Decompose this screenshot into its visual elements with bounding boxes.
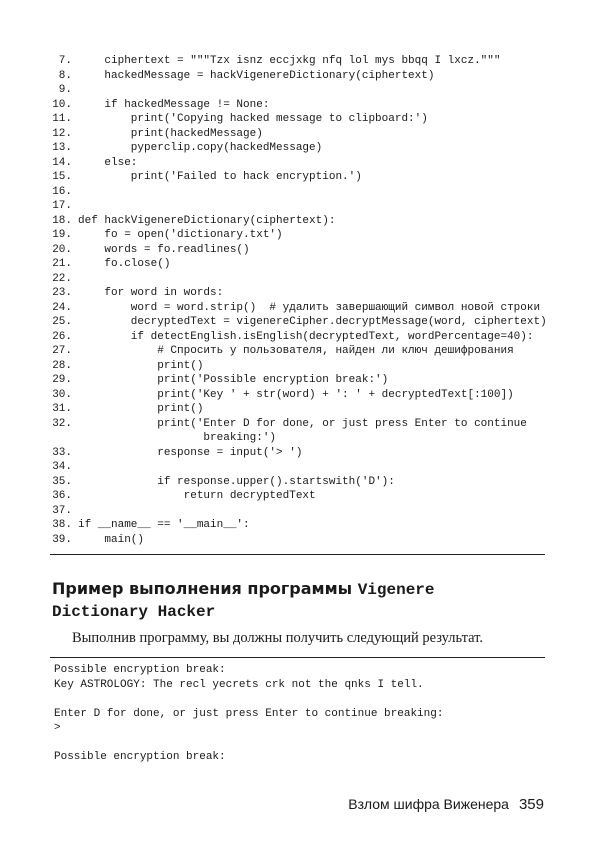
line-number: 33. <box>52 446 72 459</box>
code-text: hackedMessage = hackVigenereDictionary(ciphertext) <box>78 69 435 82</box>
code-text: response = input('> ') <box>78 446 303 459</box>
program-output <box>54 663 443 765</box>
code-text: main() <box>78 533 145 546</box>
code-line <box>50 272 547 287</box>
heading-text: Пример выполнения программы <box>52 579 358 598</box>
code-line <box>50 315 547 330</box>
code-line <box>50 402 547 417</box>
code-text: return decryptedText <box>78 490 316 502</box>
code-text: fo.close() <box>78 258 171 270</box>
line-number: 11. <box>52 113 72 125</box>
code-line <box>50 257 547 272</box>
code-line <box>50 475 547 490</box>
code-bottom-rule <box>50 554 545 555</box>
code-line <box>50 388 547 403</box>
code-line <box>50 170 547 185</box>
line-number: 36. <box>52 490 72 502</box>
code-line <box>50 185 547 200</box>
code-line <box>50 504 547 519</box>
line-number: 13. <box>52 142 72 154</box>
code-text: print('Possible encryption break:') <box>78 374 389 386</box>
code-line <box>50 446 547 461</box>
code-line <box>50 69 547 84</box>
code-line <box>50 83 547 98</box>
line-number: 15. <box>52 171 72 183</box>
code-listing <box>50 54 547 547</box>
code-text: print(hackedMessage) <box>78 127 263 140</box>
line-number: 25. <box>52 316 72 328</box>
code-text: breaking:') <box>78 432 277 444</box>
line-number: 9. <box>58 84 72 96</box>
intro-paragraph: Выполнив программу, вы должны получить следующий результат. <box>72 630 484 646</box>
code-text: def hackVigenereDictionary(ciphertext): <box>78 214 336 227</box>
section-heading <box>52 578 542 623</box>
code-line <box>50 141 547 156</box>
line-number: 31. <box>52 403 72 415</box>
line-number: 34. <box>52 461 72 473</box>
line-number: 38. <box>52 519 72 531</box>
line-number: 20. <box>52 243 72 256</box>
output-line: Possible encryption break: <box>54 664 226 676</box>
output-top-rule <box>50 657 545 658</box>
code-line <box>50 243 547 258</box>
code-line <box>50 533 547 548</box>
code-text: word = word.strip() # удалить завершающий символ новой строки <box>78 301 541 314</box>
code-line <box>50 373 547 388</box>
line-number: 26. <box>52 330 72 343</box>
code-text: print('Key ' + str(word) + ': ' + decryptedText[:100]) <box>78 388 514 401</box>
code-text: print('Enter D for done, or just press Enter to continue <box>78 417 527 430</box>
line-number: 30. <box>52 388 72 401</box>
line-number: 28. <box>52 359 72 372</box>
code-line <box>50 112 547 127</box>
running-title: Взлом шифра Виженера <box>348 796 509 812</box>
code-line <box>50 344 547 359</box>
line-number: 8. <box>58 69 72 82</box>
line-number: 24. <box>52 301 72 314</box>
heading-mono-part-1: Vigenere <box>357 581 435 599</box>
line-number: 37. <box>52 504 72 517</box>
line-number: 35. <box>52 475 72 488</box>
code-line <box>50 518 547 533</box>
line-number: 32. <box>52 417 72 430</box>
code-line <box>50 214 547 229</box>
line-number: 27. <box>52 345 72 357</box>
line-number: 23. <box>52 287 72 299</box>
code-text: decryptedText = vigenereCipher.decryptMessage(word, ciphertext) <box>78 316 547 328</box>
code-text: words = fo.readlines() <box>78 243 250 256</box>
line-number: 16. <box>52 185 72 198</box>
output-line: Enter D for done, or just press Enter to continue breaking: <box>54 707 444 720</box>
code-text: if hackedMessage != None: <box>78 98 270 111</box>
output-line: Key ASTROLOGY: The recl yecrets crk not the qnks I tell. <box>54 678 424 691</box>
code-line <box>50 127 547 142</box>
code-text: print('Copying hacked message to clipboard:') <box>78 113 428 125</box>
code-text: ciphertext = """Tzx isnz eccjxkg nfq lol mys bbqq I lxcz.""" <box>78 55 501 67</box>
code-line <box>50 156 547 171</box>
output-line <box>54 692 443 707</box>
code-text: pyperclip.copy(hackedMessage) <box>78 142 323 154</box>
code-line <box>50 98 547 113</box>
line-number: 39. <box>52 533 72 546</box>
line-number: 10. <box>52 98 72 111</box>
code-text: else: <box>78 156 138 169</box>
code-line <box>50 301 547 316</box>
line-number: 19. <box>52 229 72 241</box>
code-text: print() <box>78 403 204 415</box>
line-number: 17. <box>52 200 72 212</box>
page-number: 359 <box>518 796 544 813</box>
line-number: 29. <box>52 374 72 386</box>
code-line <box>50 286 547 301</box>
code-text: if detectEnglish.isEnglish(decryptedText, wordPercentage=40): <box>78 330 534 343</box>
code-line <box>50 199 547 214</box>
line-number: 7. <box>58 55 72 67</box>
line-number: 22. <box>52 272 72 285</box>
page-footer <box>348 796 544 814</box>
code-line <box>50 330 547 345</box>
code-text: # Спросить у пользователя, найден ли ключ дешифрования <box>78 345 514 357</box>
line-number: 21. <box>52 258 72 270</box>
code-line <box>50 431 547 446</box>
line-number: 12. <box>52 127 72 140</box>
code-text: for word in words: <box>78 287 224 299</box>
code-line <box>50 417 547 432</box>
code-line <box>50 228 547 243</box>
code-line <box>50 54 547 69</box>
code-line <box>50 359 547 374</box>
code-text: print() <box>78 359 204 372</box>
heading-mono-part-2: Dictionary Hacker <box>52 603 216 621</box>
code-text: print('Failed to hack encryption.') <box>78 171 362 183</box>
line-number: 18. <box>52 214 72 227</box>
code-text: if response.upper().startswith('D'): <box>78 475 395 488</box>
code-text: if __name__ == '__main__': <box>78 519 250 531</box>
output-line <box>54 736 443 751</box>
code-line <box>50 489 547 504</box>
line-number: 14. <box>52 156 72 169</box>
output-line: Possible encryption break: <box>54 751 226 763</box>
output-line: > <box>54 722 61 734</box>
code-text: fo = open('dictionary.txt') <box>78 229 283 241</box>
code-line <box>50 460 547 475</box>
